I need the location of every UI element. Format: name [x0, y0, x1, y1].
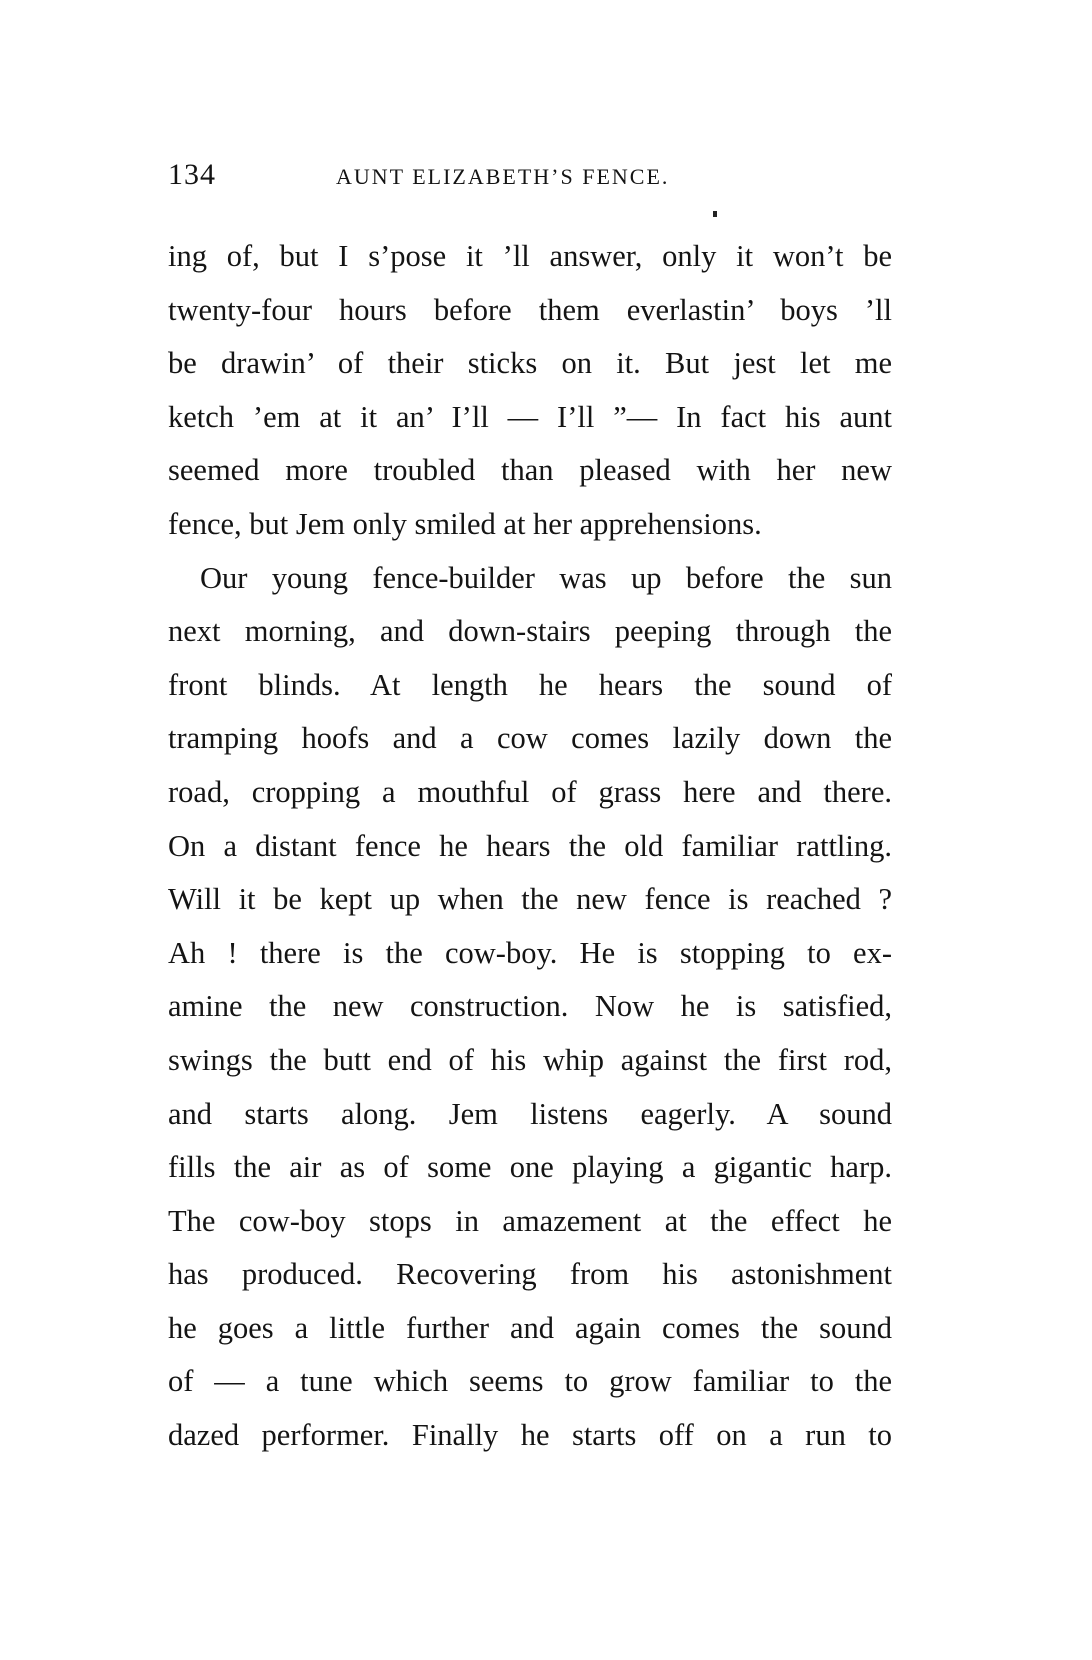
text-line: The cow-boy stops in amazement at the effect he — [168, 1203, 892, 1238]
text-line: next morning, and down-stairs peeping through the — [168, 614, 892, 649]
paragraph-1 — [168, 230, 892, 552]
text-line: of — a tune which seems to grow familiar to the — [168, 1364, 892, 1399]
running-title: AUNT ELIZABETH’S FENCE. — [336, 164, 670, 189]
running-head — [168, 158, 908, 198]
text-line: fence, but Jem only smiled at her apprehensions. — [168, 506, 762, 541]
text-line: Ah ! there is the cow-boy. He is stopping to ex- — [168, 935, 892, 970]
text-line: front blinds. At length he hears the sound of — [168, 667, 892, 702]
text-line: road, cropping a mouthful of grass here and there. — [168, 774, 892, 809]
text-line: be drawin’ of their sticks on it. But jest let me — [168, 346, 892, 381]
text-line: fills the air as of some one playing a gigantic harp. — [168, 1150, 892, 1185]
text-line: Our young fence-builder was up before the sun — [200, 560, 892, 595]
text-line: Will it be kept up when the new fence is reached ? — [168, 882, 892, 917]
paragraph-2 — [168, 552, 892, 1463]
page-number: 134 — [168, 158, 216, 191]
text-line: ing of, but I s’pose it ’ll answer, only it won’t be — [168, 239, 892, 273]
text-line: has produced. Recovering from his astonishment — [168, 1257, 892, 1292]
text-line: swings the butt end of his whip against the first rod, — [168, 1042, 892, 1077]
ink-speck — [713, 211, 717, 217]
text-line: he goes a little further and again comes the sound — [168, 1310, 892, 1345]
text-line: seemed more troubled than pleased with her new — [168, 453, 892, 488]
text-line: twenty-four hours before them everlastin’ boys ’ll — [168, 292, 892, 327]
text-line: tramping hoofs and a cow comes lazily down the — [168, 721, 892, 756]
text-line: On a distant fence he hears the old familiar rattling. — [168, 828, 892, 863]
text-line: and starts along. Jem listens eagerly. A sound — [168, 1096, 892, 1131]
body-text — [168, 230, 892, 1463]
text-line: dazed performer. Finally he starts off on a run to — [168, 1418, 892, 1453]
text-line: ketch ’em at it an’ I’ll — I’ll ”— In fact his aunt — [168, 399, 892, 434]
text-line: amine the new construction. Now he is satisfied, — [168, 989, 892, 1024]
